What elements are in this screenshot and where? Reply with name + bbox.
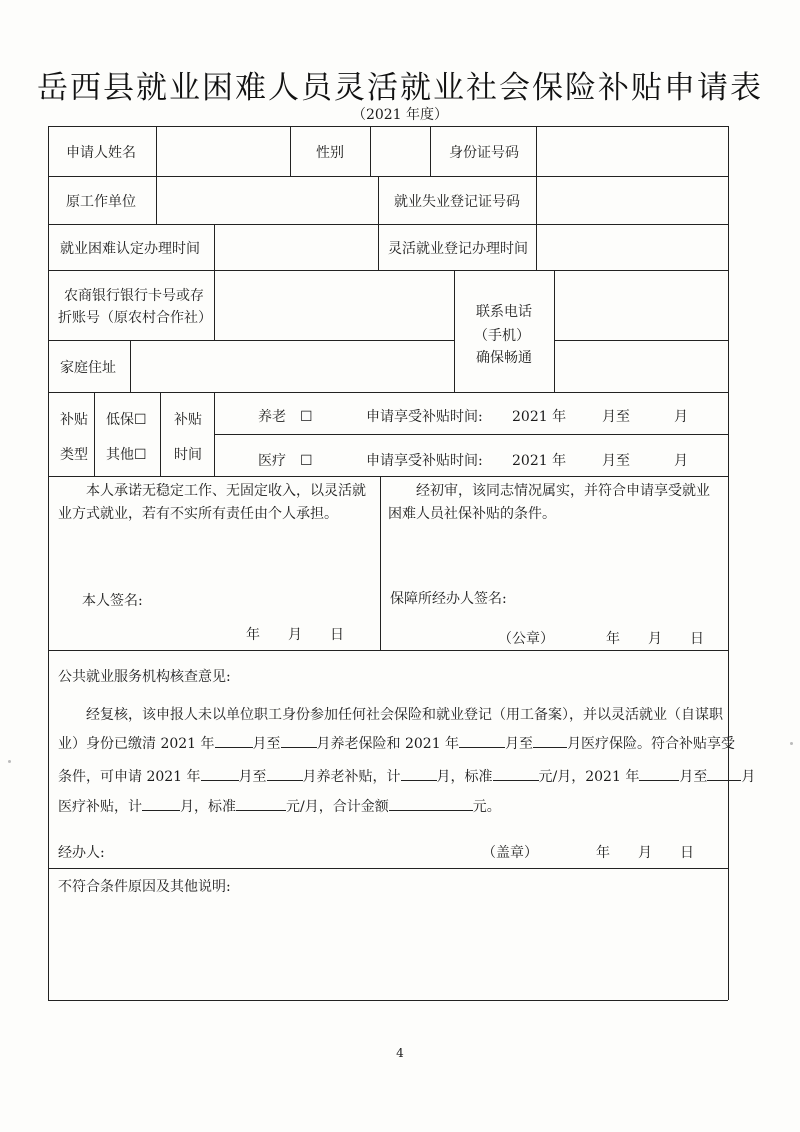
pension-period-label: 申请享受补贴时间: xyxy=(366,409,483,425)
applicant-pledge-text: 本人承诺无稳定工作、无固定收入，以灵活就业方式就业，若有不实所有责任由个人承担。 xyxy=(58,483,366,522)
office-sign-field[interactable] xyxy=(520,582,710,608)
medical-checkbox[interactable]: 医疗 ☐ xyxy=(258,453,313,469)
official-seal-label: （公章） xyxy=(498,631,554,647)
pension-checkbox[interactable]: 养老 ☐ xyxy=(258,409,313,425)
scan-speck xyxy=(8,760,11,763)
handler-sign-date: 年 月 日 xyxy=(596,845,694,861)
id-number-label: 身份证号码 xyxy=(449,145,519,161)
unemployment-reg-field[interactable] xyxy=(537,177,727,223)
medical-month: 月 xyxy=(674,453,688,469)
medical-month-to: 月至 xyxy=(602,453,630,469)
public-service-para-line1: 经复核，该申报人未以单位职工身份参加任何社会保险和就业登记（用工备案），并以灵活就业（自谋职 xyxy=(86,707,723,723)
medical-year: 2021 年 xyxy=(512,453,567,469)
gender-label: 性别 xyxy=(316,145,344,161)
pension-month-to: 月至 xyxy=(602,409,630,425)
scan-speck xyxy=(790,742,793,745)
home-address-label: 家庭住址 xyxy=(60,360,116,376)
pension-month: 月 xyxy=(674,409,688,425)
id-number-field[interactable] xyxy=(537,127,727,175)
bank-account-label-line1: 农商银行银行卡号或存 xyxy=(64,288,204,304)
subsidy-time-label-line2: 时间 xyxy=(174,447,202,463)
form-title: 岳西县就业困难人员灵活就业社会保险补贴申请表 xyxy=(37,70,763,106)
phone-field[interactable] xyxy=(555,271,727,391)
applicant-name-label: 申请人姓名 xyxy=(66,145,136,161)
public-service-para-line3: 条件，可申请 2021 年 月至 月养老补贴，计 月，标准 元/月，2021 年 月至 月 xyxy=(58,766,755,786)
ineligibility-notes-label: 不符合条件原因及其他说明: xyxy=(58,879,231,895)
form-year: （2021 年度） xyxy=(351,107,449,123)
pension-year: 2021 年 xyxy=(512,409,567,425)
subsidy-time-label-line1: 补贴 xyxy=(174,412,202,428)
flex-employment-time-label: 灵活就业登记办理时间 xyxy=(388,241,528,257)
bank-account-label-line2: 折账号（原农村合作社） xyxy=(58,310,212,326)
difficulty-cert-time-field[interactable] xyxy=(215,225,377,269)
other-checkbox[interactable]: 其他☐ xyxy=(106,447,147,463)
applicant-sign-label: 本人签名: xyxy=(82,593,143,609)
subsidy-type-label-line2: 类型 xyxy=(60,447,88,463)
subsidy-type-label-line1: 补贴 xyxy=(60,412,88,428)
gender-field[interactable] xyxy=(371,127,429,175)
former-employer-label: 原工作单位 xyxy=(66,194,136,210)
unemployment-reg-label: 就业失业登记证号码 xyxy=(394,194,520,210)
office-sign-date: 年 月 日 xyxy=(606,631,704,647)
applicant-sign-field[interactable] xyxy=(160,584,360,610)
handler-label: 经办人: xyxy=(58,845,105,861)
applicant-name-field[interactable] xyxy=(157,127,289,175)
ineligibility-notes-field[interactable] xyxy=(49,898,727,998)
handler-sign-field[interactable] xyxy=(112,836,332,860)
medical-period-label: 申请享受补贴时间: xyxy=(366,453,483,469)
applicant-sign-date: 年 月 日 xyxy=(246,627,344,643)
review-text: 经初审，该同志情况属实，并符合申请享受就业困难人员社保补贴的条件。 xyxy=(388,483,710,522)
public-service-heading: 公共就业服务机构核查意见: xyxy=(58,669,231,685)
phone-label-line1: 联系电话 xyxy=(476,304,532,320)
former-employer-field[interactable] xyxy=(157,177,377,223)
stamp-label: （盖章） xyxy=(482,845,538,861)
office-sign-label: 保障所经办人签名: xyxy=(390,591,507,607)
flex-employment-time-field[interactable] xyxy=(537,225,727,269)
public-service-para-line4: 医疗补贴，计 月，标准 元/月，合计金额 元。 xyxy=(58,796,501,816)
home-address-field[interactable] xyxy=(131,341,453,391)
public-service-para-line2: 业）身份已缴清 2021 年 月至 月养老保险和 2021 年 月至 月医疗保险。符合补贴享受 xyxy=(58,733,735,753)
phone-label-line2: （手机） xyxy=(474,328,530,344)
difficulty-cert-time-label: 就业困难认定办理时间 xyxy=(60,241,200,257)
phone-label-line3: 确保畅通 xyxy=(476,350,532,366)
bank-account-field[interactable] xyxy=(215,271,453,339)
page-number: 4 xyxy=(396,1046,404,1060)
dibao-checkbox[interactable]: 低保☐ xyxy=(106,412,147,428)
